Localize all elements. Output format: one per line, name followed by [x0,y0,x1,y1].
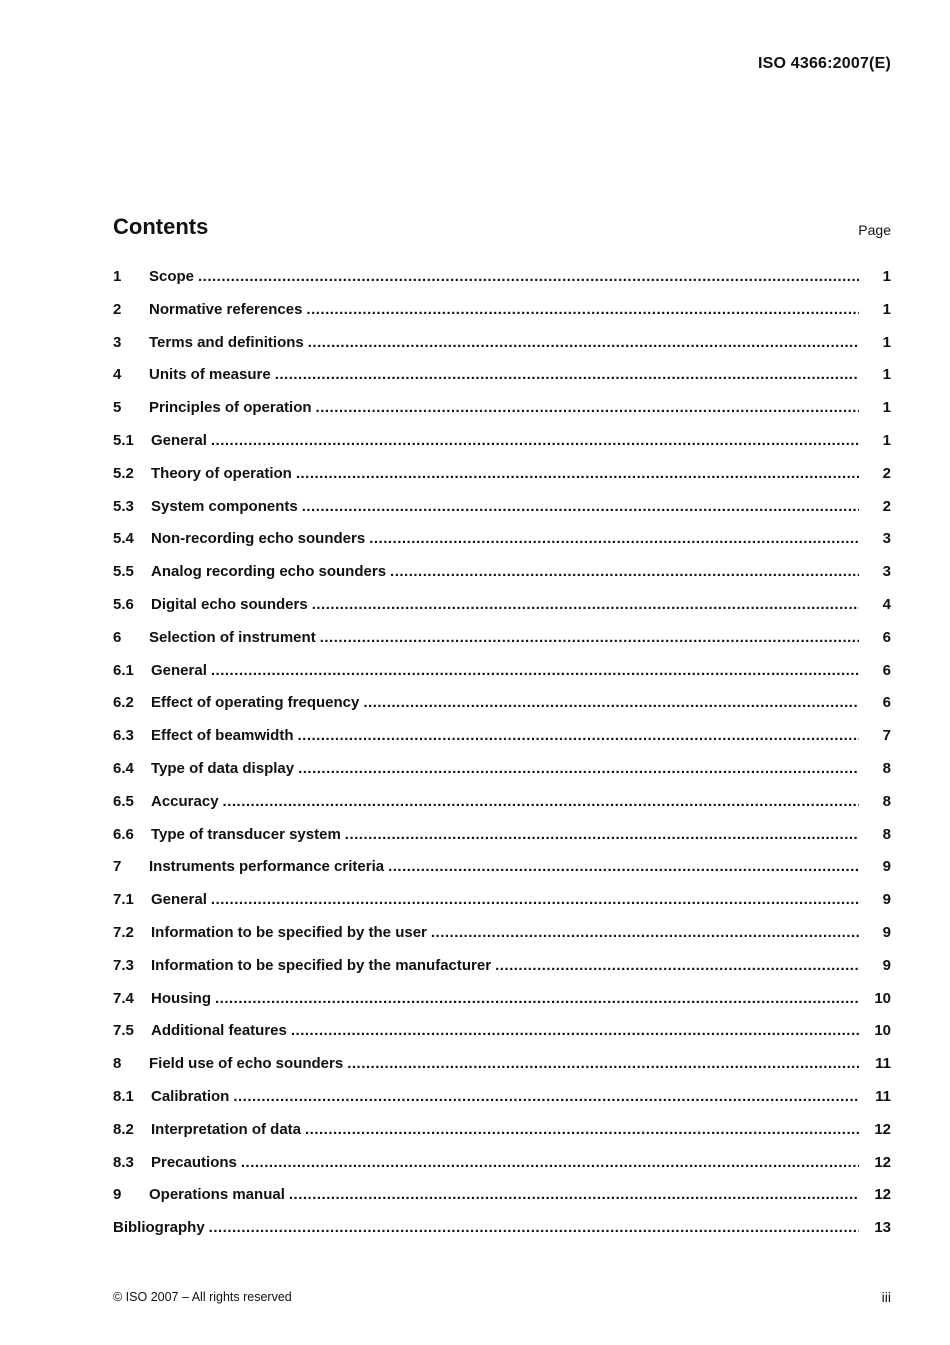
toc-entry-page: 6 [882,694,891,712]
toc-entry-page: 3 [882,530,891,548]
toc-entry-number: 6.3 [113,727,134,745]
toc-entry[interactable] [113,596,891,629]
toc-dot-leader [345,826,859,843]
toc-entry[interactable] [113,334,891,367]
toc-entry-number: 5.5 [113,563,134,581]
toc-entry[interactable] [113,498,891,531]
toc-entry-title: Information to be specified by the manufacturer [151,956,492,974]
toc-entry-page: 9 [882,858,891,876]
toc-dot-leader [308,334,859,351]
toc-entry-page: 7 [882,727,891,745]
toc-entry-page: 12 [874,1120,891,1138]
toc-entry[interactable] [113,1022,891,1055]
toc-entry-number: 1 [113,268,122,285]
toc-entry-title: Non-recording echo sounders [151,530,366,548]
toc-entry-title: Field use of echo sounders [149,1055,344,1073]
toc-entry-number: 5.6 [113,595,134,613]
toc-dot-leader [215,990,859,1007]
toc-entry-number: 8.2 [113,1120,134,1138]
toc-entry-page: 8 [882,759,891,777]
toc-dot-leader [275,366,859,383]
toc-entry-number: 8.3 [113,1153,134,1171]
toc-entry-number: 7 [113,858,122,876]
toc-entry-title: Scope [149,268,195,285]
toc-entry[interactable] [113,530,891,563]
toc-entry[interactable] [113,268,891,301]
toc-entry-number: 7.2 [113,923,134,941]
toc-entry-title: Accuracy [151,792,219,810]
toc-entry-number: 7.1 [113,891,134,909]
toc-entry-page: 1 [882,268,891,285]
toc-entry-title: Precautions [151,1153,237,1171]
toc-entry-title: Units of measure [149,366,271,384]
toc-entry[interactable] [113,924,891,957]
toc-entry[interactable] [113,1088,891,1121]
toc-entry-page: 11 [875,1055,891,1073]
toc-entry-title: Calibration [151,1087,230,1105]
toc-entry-number: 5.4 [113,530,134,548]
toc-entry-page: 10 [874,989,891,1007]
toc-entry-title: General [151,661,207,679]
toc-dot-leader [369,530,859,547]
toc-entry-page: 8 [882,792,891,810]
toc-entry-number: 6.5 [113,792,134,810]
toc-entry[interactable] [113,727,891,760]
toc-entry-page: 12 [874,1153,891,1171]
toc-entry[interactable] [113,432,891,465]
toc-entry-title: General [151,891,207,909]
toc-entry[interactable] [113,629,891,662]
toc-dot-leader [289,1186,859,1203]
toc-entry-page: 2 [882,464,891,482]
toc-entry-number: 5 [113,399,122,417]
toc-entry-title: Instruments performance criteria [149,858,385,876]
toc-dot-leader [306,301,859,318]
toc-entry-page: 10 [874,1022,891,1040]
contents-title: Contents [113,214,209,239]
toc-entry-number: 8.1 [113,1087,134,1105]
toc-entry-title: Analog recording echo sounders [151,563,387,581]
toc-entry-title: Operations manual [149,1186,285,1204]
toc-entry-number: 6.6 [113,825,134,843]
toc-dot-leader [298,727,859,744]
toc-dot-leader [495,957,859,974]
toc-entry-title: Housing [151,989,211,1007]
toc-entry-number: 5.1 [113,431,134,449]
toc-entry-title: Additional features [151,1022,287,1040]
toc-dot-leader [291,1022,859,1039]
copyright-notice: © ISO 2007 – All rights reserved [113,1290,292,1304]
toc-entry[interactable] [113,1186,891,1219]
toc-dot-leader [298,760,859,777]
toc-entry-title: General [151,431,207,449]
toc-dot-leader [320,629,859,646]
toc-entry-page: 1 [882,300,891,318]
toc-dot-leader [431,924,859,941]
toc-entry-title: System components [151,497,298,515]
toc-entry-page: 2 [882,497,891,515]
toc-entry-title: Effect of operating frequency [151,694,360,712]
toc-entry-page: 4 [882,595,891,613]
toc-entry[interactable] [113,563,891,596]
toc-entry[interactable] [113,957,891,990]
toc-entry[interactable] [113,662,891,695]
toc-entry-page: 1 [882,399,891,417]
toc-entry-number: 6 [113,628,122,646]
toc-entry-title: Normative references [149,300,303,318]
toc-dot-leader [316,399,859,416]
toc-entry-title: Theory of operation [151,464,292,482]
toc-dot-leader [241,1154,859,1171]
toc-entry[interactable] [113,891,891,924]
toc-entry-number: 7.4 [113,989,134,1007]
toc-dot-leader [211,432,859,449]
toc-dot-leader [390,563,859,580]
page-number: iii [881,1289,891,1305]
toc-entry-number: 5.2 [113,464,134,482]
toc-entry-page: 6 [882,661,891,679]
toc-entry-number: 3 [113,333,122,351]
toc-entry-title: Bibliography [113,1219,205,1237]
toc-entry-title: Effect of beamwidth [151,727,294,745]
toc-entry[interactable] [113,1154,891,1187]
toc-entry[interactable] [113,826,891,859]
toc-entry-number: 6.2 [113,694,134,712]
toc-dot-leader [388,858,859,875]
toc-dot-leader [312,596,859,613]
toc-entry-number: 8 [113,1055,122,1073]
toc-entry-page: 3 [882,563,891,581]
toc-entry-page: 8 [882,825,891,843]
toc-entry-title: Selection of instrument [149,628,316,646]
toc-entry[interactable] [113,858,891,891]
toc-dot-leader [211,891,859,908]
toc-dot-leader [233,1088,859,1105]
toc-dot-leader [296,465,859,482]
toc-dot-leader [223,793,859,810]
toc-dot-leader [211,662,859,679]
toc-dot-leader [347,1055,859,1072]
toc-dot-leader [209,1219,859,1236]
toc-entry-page: 12 [874,1186,891,1204]
toc-entry-number: 6.1 [113,661,134,679]
toc-entry[interactable] [113,1219,891,1252]
toc-entry-number: 6.4 [113,759,134,777]
toc-entry[interactable] [113,1121,891,1154]
toc-entry[interactable] [113,760,891,793]
toc-entry-number: 5.3 [113,497,134,515]
toc-entry-number: 9 [113,1186,122,1204]
toc-entry-page: 6 [882,628,891,646]
toc-entry-title: Terms and definitions [149,333,304,351]
toc-entry[interactable] [113,1055,891,1088]
toc-entry[interactable] [113,694,891,727]
toc-entry-title: Information to be specified by the user [151,923,427,941]
toc-entry-number: 2 [113,300,122,318]
toc-entry-number: 7.3 [113,956,134,974]
toc-entry[interactable] [113,465,891,498]
toc-entry-title: Type of transducer system [151,825,341,843]
toc-entry-page: 11 [875,1087,891,1105]
toc-entry-page: 1 [882,333,891,351]
page-column-label: Page [858,222,891,238]
toc-entry-page: 13 [874,1219,891,1237]
toc-entry-title: Type of data display [151,759,295,777]
toc-entry-title: Principles of operation [149,399,312,417]
toc-entry-title: Interpretation of data [151,1120,302,1138]
toc-entry[interactable] [113,301,891,334]
toc-entry[interactable] [113,990,891,1023]
toc-entry-page: 1 [882,366,891,384]
toc-entry[interactable] [113,399,891,432]
toc-entry-title: Digital echo sounders [151,595,308,613]
toc-dot-leader [305,1121,859,1138]
toc-entry-number: 7.5 [113,1022,134,1040]
toc-dot-leader [363,694,859,711]
toc-entry-page: 9 [882,923,891,941]
toc-entry-page: 1 [882,431,891,449]
toc-entry-page: 9 [882,891,891,909]
toc-dot-leader [302,498,859,515]
toc-entry-number: 4 [113,366,122,384]
table-of-contents [113,268,891,1252]
toc-entry[interactable] [113,793,891,826]
toc-dot-leader [198,268,859,285]
document-id: ISO 4366:2007(E) [757,55,891,72]
toc-entry[interactable] [113,366,891,399]
toc-entry-page: 9 [882,956,891,974]
